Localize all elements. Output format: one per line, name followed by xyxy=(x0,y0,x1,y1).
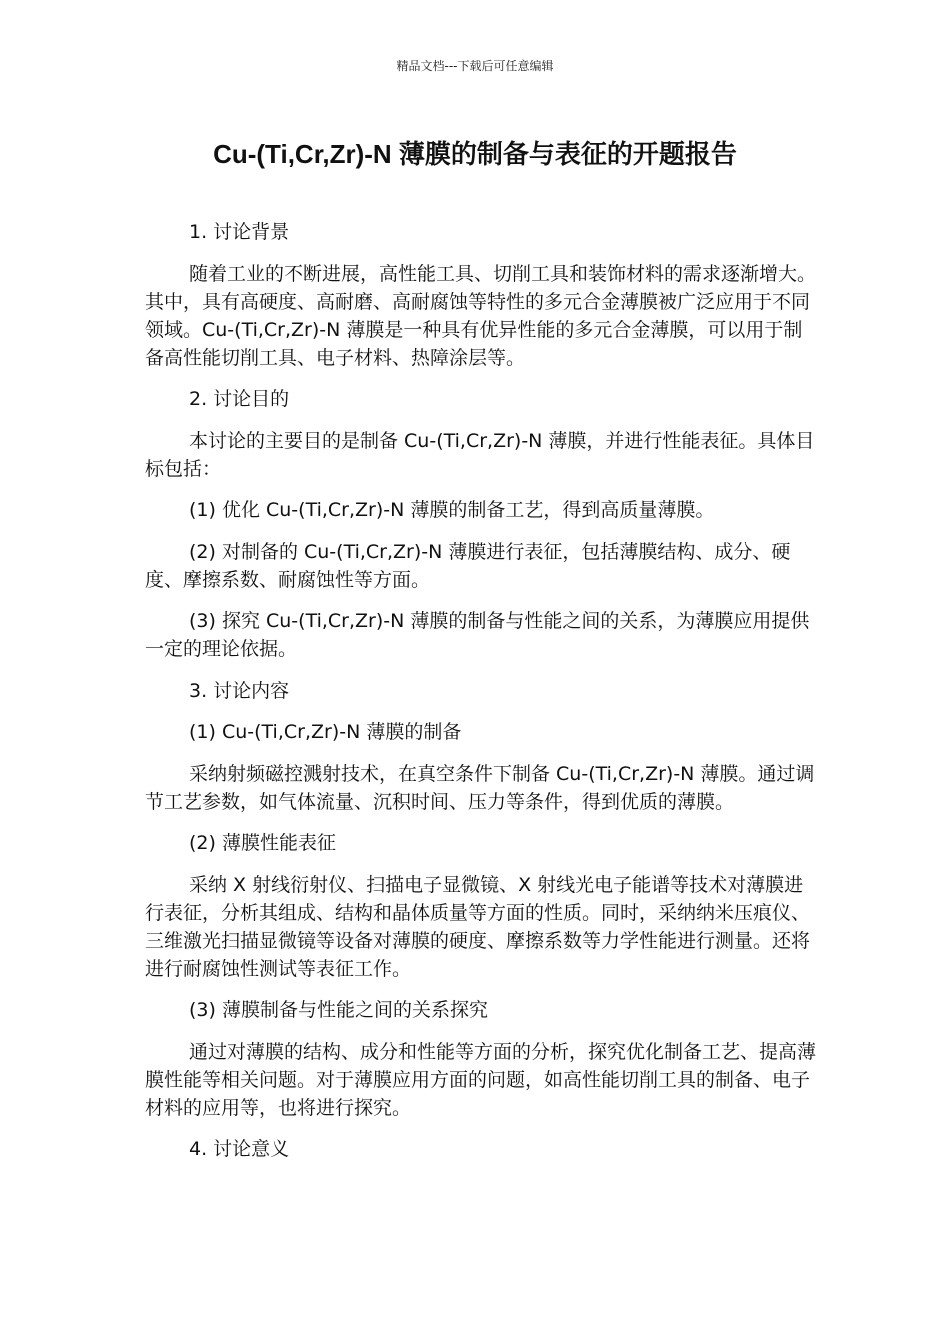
goal-item-2: (2) 对制备的 Cu-(Ti,Cr,Zr)-N 薄膜进行表征，包括薄膜结构、成分、硬度、摩擦系数、耐腐蚀性等方面。 xyxy=(145,540,791,591)
paragraph-relationship: 通过对薄膜的结构、成分和性能等方面的分析，探究优化制备工艺、提高薄膜性能等相关问题。对于薄膜应用方面的问题，如高性能切削工具的制备、电子材料的应用等，也将进行探究。 xyxy=(145,1040,817,1119)
paragraph-preparation: 采纳射频磁控溅射技术，在真空条件下制备 Cu-(Ti,Cr,Zr)-N 薄膜。通过调节工艺参数，如气体流量、沉积时间、压力等条件，得到优质的薄膜。 xyxy=(145,762,815,813)
subheading-characterization: (2) 薄膜性能表征 xyxy=(189,832,336,854)
paragraph-background: 随着工业的不断进展，高性能工具、切削工具和装饰材料的需求逐渐增大。其中，具有高硬度、高耐磨、高耐腐蚀等特性的多元合金薄膜被广泛应用于不同领域。Cu-(Ti,Cr,Zr)-N 薄膜是一种具有优异性能的多元合金薄膜，可以用于制备高性能切削工具、电子材料、热障涂层等。 xyxy=(145,262,817,369)
section-heading-significance: 4. 讨论意义 xyxy=(189,1138,290,1160)
document-body xyxy=(145,218,817,1177)
paragraph-purpose: 本讨论的主要目的是制备 Cu-(Ti,Cr,Zr)-N 薄膜，并进行性能表征。具体目标包括： xyxy=(145,429,815,480)
section-heading-purpose: 2. 讨论目的 xyxy=(189,388,290,410)
document-title: Cu-(Ti,Cr,Zr)-N 薄膜的制备与表征的开题报告 xyxy=(213,139,737,169)
paragraph-characterization: 采纳 X 射线衍射仪、扫描电子显微镜、X 射线光电子能谱等技术对薄膜进行表征，分析其组成、结构和晶体质量等方面的性质。同时，采纳纳米压痕仪、三维激光扫描显微镜等设备对薄膜的硬度、摩擦系数等力学性能进行测量。还将进行耐腐蚀性测试等表征工作。 xyxy=(145,873,811,980)
goal-item-1: (1) 优化 Cu-(Ti,Cr,Zr)-N 薄膜的制备工艺，得到高质量薄膜。 xyxy=(189,499,715,521)
subheading-relationship: (3) 薄膜制备与性能之间的关系探究 xyxy=(189,999,488,1021)
section-heading-content: 3. 讨论内容 xyxy=(189,679,290,702)
subheading-preparation: (1) Cu-(Ti,Cr,Zr)-N 薄膜的制备 xyxy=(189,721,462,743)
header-note: 精品文档---下载后可任意编辑 xyxy=(396,59,554,73)
section-heading-background: 1. 讨论背景 xyxy=(189,221,290,243)
goal-item-3: (3) 探究 Cu-(Ti,Cr,Zr)-N 薄膜的制备与性能之间的关系，为薄膜应用提供一定的理论依据。 xyxy=(145,610,810,660)
